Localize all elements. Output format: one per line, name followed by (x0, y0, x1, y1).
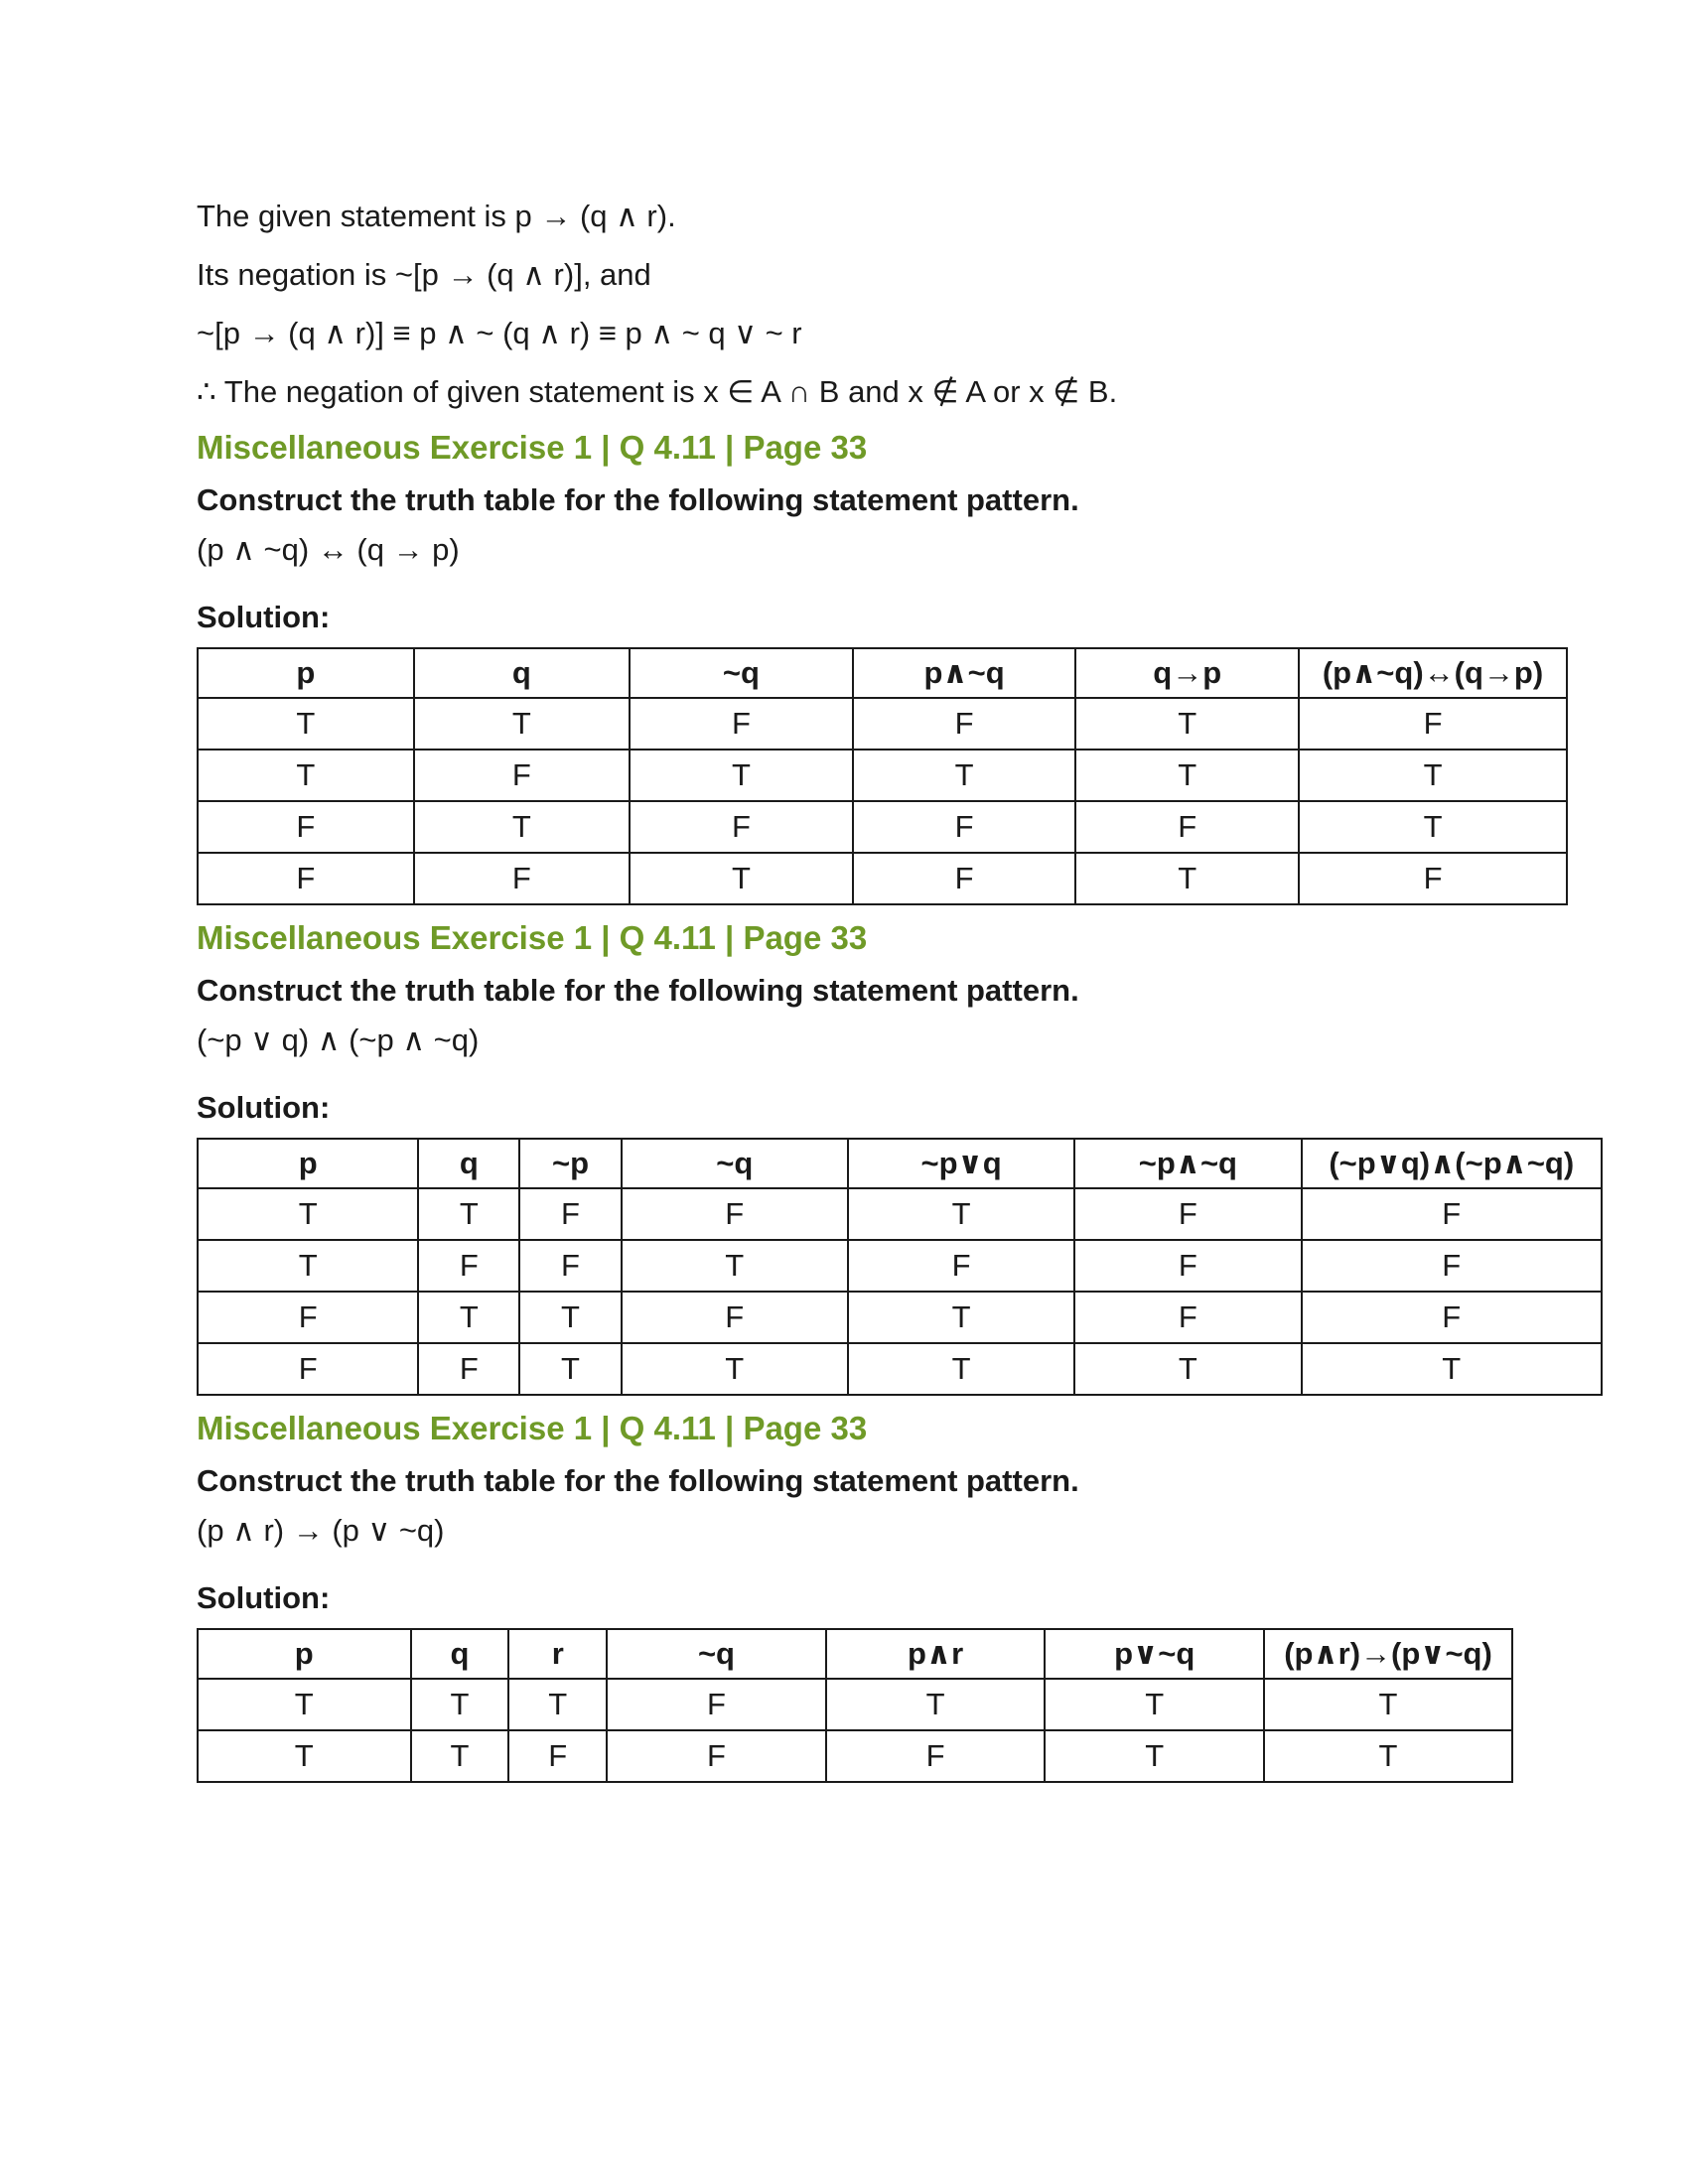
exercise-section (197, 919, 1607, 1396)
table-header-row (198, 1139, 1602, 1188)
table-cell: F (607, 1679, 826, 1730)
column-header: ~p (519, 1139, 621, 1188)
table-row (198, 1188, 1602, 1240)
exercise-section (197, 1410, 1607, 1783)
table-cell: T (1074, 1343, 1301, 1395)
table-row (198, 698, 1567, 750)
table-header-row (198, 1629, 1512, 1679)
table-cell: F (519, 1188, 621, 1240)
table-cell: F (198, 801, 414, 853)
table-cell: F (418, 1240, 519, 1292)
table-cell: T (630, 750, 853, 801)
table-cell: T (198, 698, 414, 750)
table-cell: F (198, 1343, 418, 1395)
table-cell: F (1299, 698, 1567, 750)
table-cell: F (1075, 801, 1299, 853)
statement-pattern: (p ∧ ~q) ↔ (q → p) (197, 532, 460, 567)
table-row (198, 1292, 1602, 1343)
column-header: p (198, 648, 414, 698)
column-header: r (508, 1629, 607, 1679)
column-header: (~p∨q)∧(~p∧~q) (1302, 1139, 1602, 1188)
column-header: p (198, 1629, 411, 1679)
truth-table (197, 647, 1568, 905)
statement-pattern: (p ∧ r) → (p ∨ ~q) (197, 1513, 445, 1548)
intro-line: The given statement is p → (q ∧ r). (197, 199, 676, 233)
solution-label: Solution: (197, 1090, 331, 1125)
table-cell: F (508, 1730, 607, 1782)
table-cell: T (622, 1343, 848, 1395)
statement-pattern: (~p ∨ q) ∧ (~p ∧ ~q) (197, 1023, 480, 1057)
table-cell: F (853, 853, 1076, 904)
column-header: p (198, 1139, 418, 1188)
column-header: ~q (630, 648, 853, 698)
column-header: p∨~q (1045, 1629, 1264, 1679)
table-cell: F (826, 1730, 1046, 1782)
table-cell: T (414, 698, 631, 750)
table-cell: T (622, 1240, 848, 1292)
table-cell: F (414, 750, 631, 801)
table-cell: T (1264, 1679, 1512, 1730)
intro-line: Its negation is ~[p → (q ∧ r)], and (197, 257, 651, 292)
column-header: p∧r (826, 1629, 1046, 1679)
table-cell: T (1264, 1730, 1512, 1782)
table-cell: F (853, 698, 1076, 750)
table-cell: T (848, 1188, 1074, 1240)
exercise-heading[interactable]: Miscellaneous Exercise 1 | Q 4.11 | Page 33 (197, 1410, 868, 1446)
solution-label: Solution: (197, 1580, 331, 1615)
exercise-section (197, 429, 1607, 905)
table-cell: F (630, 801, 853, 853)
exercise-heading[interactable]: Miscellaneous Exercise 1 | Q 4.11 | Page 33 (197, 429, 868, 466)
table-cell: F (1302, 1188, 1602, 1240)
table-cell: F (1074, 1188, 1301, 1240)
truth-table (197, 1138, 1603, 1396)
column-header: ~p∧~q (1074, 1139, 1301, 1188)
table-cell: T (1299, 750, 1567, 801)
column-header: p∧~q (853, 648, 1076, 698)
table-row (198, 750, 1567, 801)
truth-table (197, 1628, 1513, 1783)
table-cell: T (411, 1679, 509, 1730)
table-cell: T (519, 1343, 621, 1395)
exercise-heading[interactable]: Miscellaneous Exercise 1 | Q 4.11 | Page 33 (197, 919, 868, 956)
table-row (198, 853, 1567, 904)
column-header: (p∧r)→(p∨~q) (1264, 1629, 1512, 1679)
solution-label: Solution: (197, 600, 331, 634)
question-text: Construct the truth table for the following statement pattern. (197, 1463, 1079, 1498)
table-cell: T (418, 1188, 519, 1240)
table-cell: T (848, 1292, 1074, 1343)
table-row (198, 1240, 1602, 1292)
table-cell: T (519, 1292, 621, 1343)
table-cell: T (198, 1730, 411, 1782)
table-cell: F (1302, 1292, 1602, 1343)
column-header: q (418, 1139, 519, 1188)
table-row (198, 1679, 1512, 1730)
table-cell: T (1045, 1679, 1264, 1730)
document-page (197, 195, 1607, 1791)
table-cell: F (622, 1292, 848, 1343)
column-header: ~q (607, 1629, 826, 1679)
table-cell: F (853, 801, 1076, 853)
table-row (198, 1730, 1512, 1782)
column-header: q→p (1075, 648, 1299, 698)
column-header: q (411, 1629, 509, 1679)
table-cell: F (198, 1292, 418, 1343)
column-header: q (414, 648, 631, 698)
table-cell: F (519, 1240, 621, 1292)
table-cell: T (630, 853, 853, 904)
table-cell: T (411, 1730, 509, 1782)
table-cell: F (630, 698, 853, 750)
table-cell: T (853, 750, 1076, 801)
table-cell: T (198, 1679, 411, 1730)
table-cell: F (1074, 1292, 1301, 1343)
table-cell: T (1075, 853, 1299, 904)
column-header: ~p∨q (848, 1139, 1074, 1188)
table-cell: T (1075, 750, 1299, 801)
table-cell: T (198, 1240, 418, 1292)
table-cell: F (198, 853, 414, 904)
question-text: Construct the truth table for the following statement pattern. (197, 973, 1079, 1008)
table-cell: F (1299, 853, 1567, 904)
intro-line: ∴ The negation of given statement is x ∈ A ∩ B and x ∉ A or x ∉ B. (197, 374, 1118, 409)
table-cell: F (1302, 1240, 1602, 1292)
table-cell: T (418, 1292, 519, 1343)
table-row (198, 801, 1567, 853)
column-header: ~q (622, 1139, 848, 1188)
table-cell: F (1074, 1240, 1301, 1292)
intro-line: ~[p → (q ∧ r)] ≡ p ∧ ~ (q ∧ r) ≡ p ∧ ~ q ∨ ~ r (197, 316, 802, 350)
column-header: (p∧~q)↔(q→p) (1299, 648, 1567, 698)
table-cell: T (414, 801, 631, 853)
table-cell: F (622, 1188, 848, 1240)
table-cell: T (848, 1343, 1074, 1395)
table-cell: F (414, 853, 631, 904)
table-cell: F (418, 1343, 519, 1395)
table-header-row (198, 648, 1567, 698)
table-row (198, 1343, 1602, 1395)
table-cell: T (198, 1188, 418, 1240)
table-cell: T (1075, 698, 1299, 750)
table-cell: F (848, 1240, 1074, 1292)
table-cell: T (1302, 1343, 1602, 1395)
table-cell: F (607, 1730, 826, 1782)
table-cell: T (198, 750, 414, 801)
table-cell: T (508, 1679, 607, 1730)
table-cell: T (1299, 801, 1567, 853)
table-cell: T (1045, 1730, 1264, 1782)
question-text: Construct the truth table for the following statement pattern. (197, 482, 1079, 517)
table-cell: T (826, 1679, 1046, 1730)
